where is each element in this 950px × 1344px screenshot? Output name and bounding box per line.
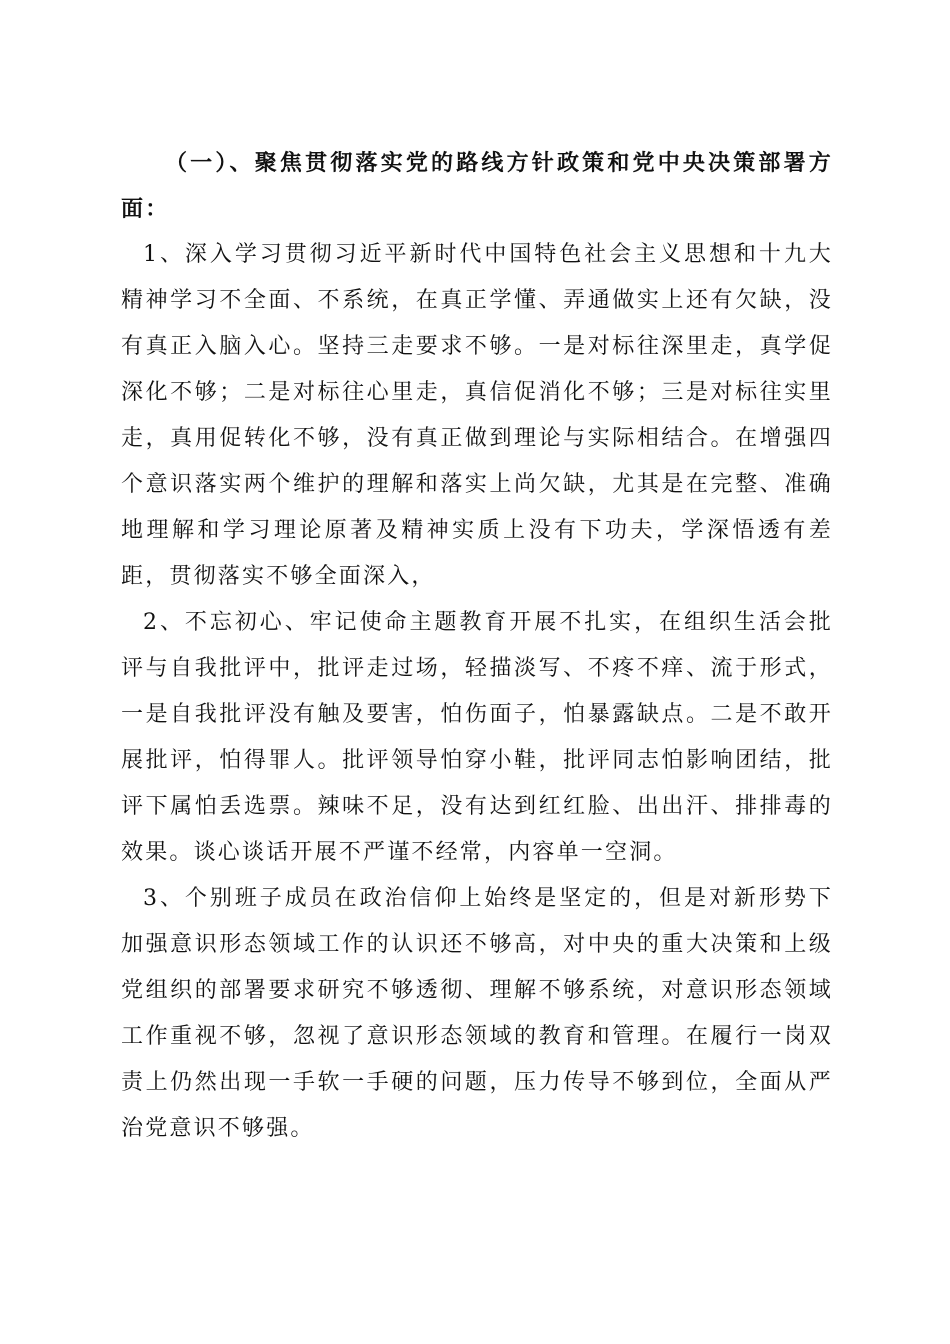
paragraph-3: 3、个别班子成员在政治信仰上始终是坚定的，但是对新形势下加强意识形态领域工作的认识还不够高，对中央的重大决策和上级党组织的部署要求研究不够透彻、理解不够系统，对意识形态领域工作重视不够，忽视了意识形态领域的教育和管理。在履行一岗双责上仍然出现一手软一手硬的问题，压力传导不够到位，全面从严治党意识不够强。 (121, 886, 833, 1141)
section-heading: （一）、聚焦贯彻落实党的路线方针政策和党中央决策部署方面： (121, 150, 833, 222)
paragraph-2: 2、不忘初心、牢记使命主题教育开展不扎实，在组织生活会批评与自我批评中，批评走过场，轻描淡写、不疼不痒、流于形式，一是自我批评没有触及要害，怕伤面子，怕暴露缺点。二是不敢开展批评，怕得罪人。批评领导怕穿小鞋，批评同志怕影响团结，批评下属怕丢选票。辣味不足，没有达到红红脸、出出汗、排排毒的效果。谈心谈话开展不严谨不经常，内容单一空洞。 (121, 610, 833, 865)
document-body (121, 140, 833, 1152)
paragraph-1: 1、深入学习贯彻习近平新时代中国特色社会主义思想和十九大精神学习不全面、不系统，在真正学懂、弄通做实上还有欠缺，没有真正入脑入心。坚持三走要求不够。一是对标往深里走，真学促深化不够；二是对标往心里走，真信促消化不够；三是对标往实里走，真用促转化不够，没有真正做到理论与实际相结合。在增强四个意识落实两个维护的理解和落实上尚欠缺，尤其是在完整、准确地理解和学习理论原著及精神实质上没有下功夫，学深悟透有差距，贯彻落实不够全面深入， (121, 242, 833, 589)
